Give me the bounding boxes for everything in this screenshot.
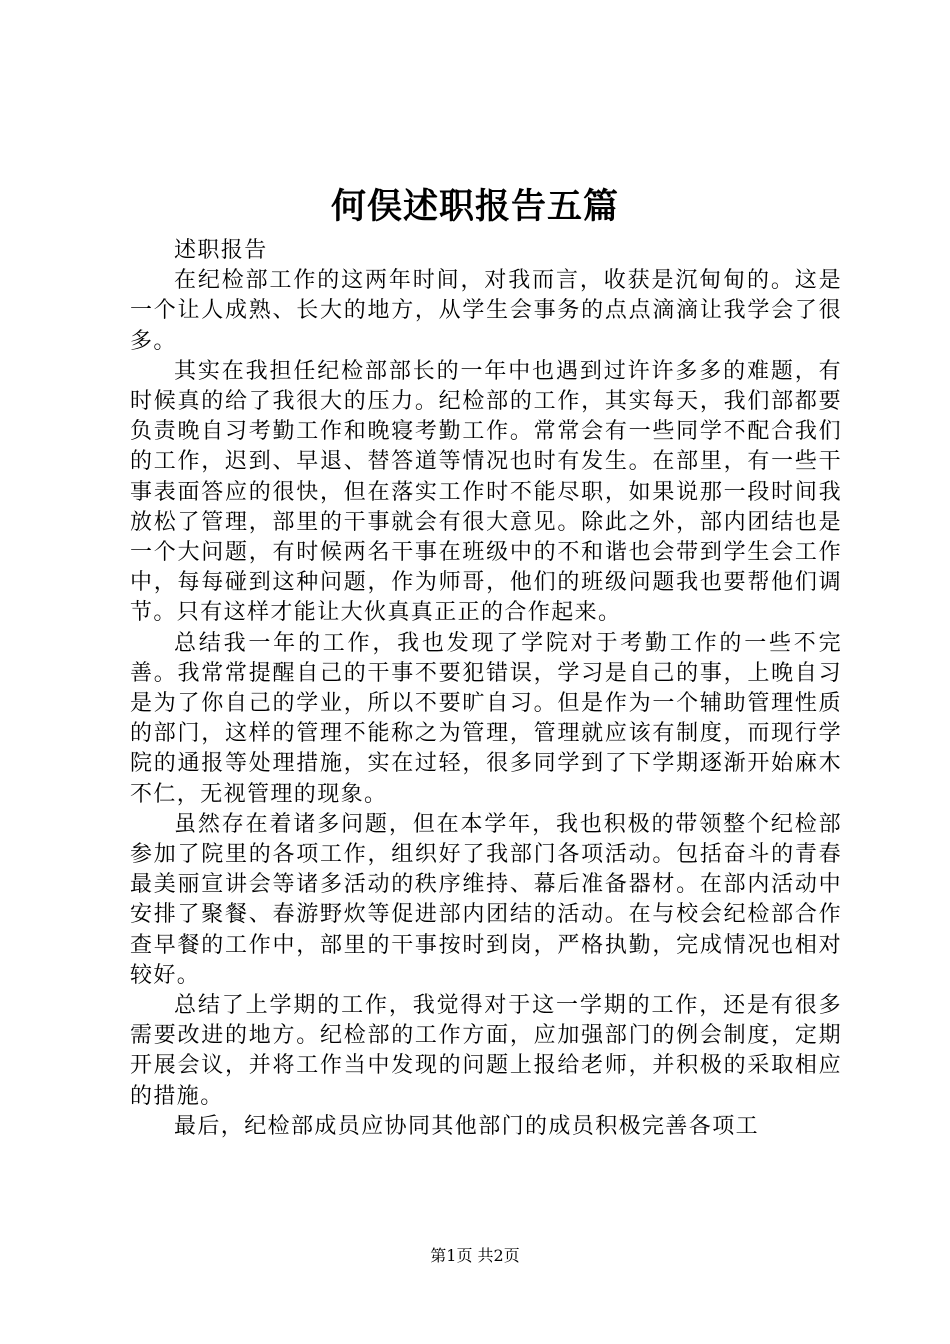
paragraph: 虽然存在着诸多问题，但在本学年，我也积极的带领整个纪检部参加了院里的各项工作，组织好了我部门各项活动。包括奋斗的青春最美丽宣讲会等诸多活动的秩序维持、幕后准备器材。在部内活动中安排了聚餐、春游野炊等促进部内团结的活动。在与校会纪检部合作查早餐的工作中，部里的干事按时到岗，严格执勤，完成情况也相对较好。 [130,811,842,988]
page-number-footer: 第1页 共2页 [430,1246,520,1265]
paragraph-heading: 述职报告 [174,238,268,263]
document-title: 何俣述职报告五篇 [330,186,619,227]
paragraph: 其实在我担任纪检部部长的一年中也遇到过许许多多的难题，有时候真的给了我很大的压力。纪检部的工作，其实每天，我们部都要负责晚自习考勤工作和晚寝考勤工作。常常会有一些同学不配合我们的工作，迟到、早退、替答道等情况也时有发生。在部里，有一些干事表面答应的很快，但在落实工作时不能尽职，如果说那一段时间我放松了管理，部里的干事就会有很大意见。除此之外，部内团结也是一个大问题，有时候两名干事在班级中的不和谐也会带到学生会工作中，每每碰到这种问题，作为师哥，他们的班级问题我也要帮他们调节。只有这样才能让大伙真真正正的合作起来。 [130,358,842,626]
paragraph: 在纪检部工作的这两年时间，对我而言，收获是沉甸甸的。这是一个让人成熟、长大的地方，从学生会事务的点点滴滴让我学会了很多。 [130,268,842,354]
paragraph: 总结了上学期的工作，我觉得对于这一学期的工作，还是有很多需要改进的地方。纪检部的工作方面，应加强部门的例会制度，定期开展会议，并将工作当中发现的问题上报给老师，并积极的采取相应的措施。 [130,993,842,1109]
paragraph: 总结我一年的工作，我也发现了学院对于考勤工作的一些不完善。我常常提醒自己的干事不要犯错误，学习是自己的事，上晚自习是为了你自己的学业，所以不要旷自习。但是作为一个辅助管理性质的部门，这样的管理不能称之为管理，管理就应该有制度，而现行学院的通报等处理措施，实在过轻，很多同学到了下学期逐渐开始麻木不仁，无视管理的现象。 [130,630,842,807]
paragraph: 最后，纪检部成员应协同其他部门的成员积极完善各项工 [174,1113,760,1139]
document-body [130,236,842,1142]
